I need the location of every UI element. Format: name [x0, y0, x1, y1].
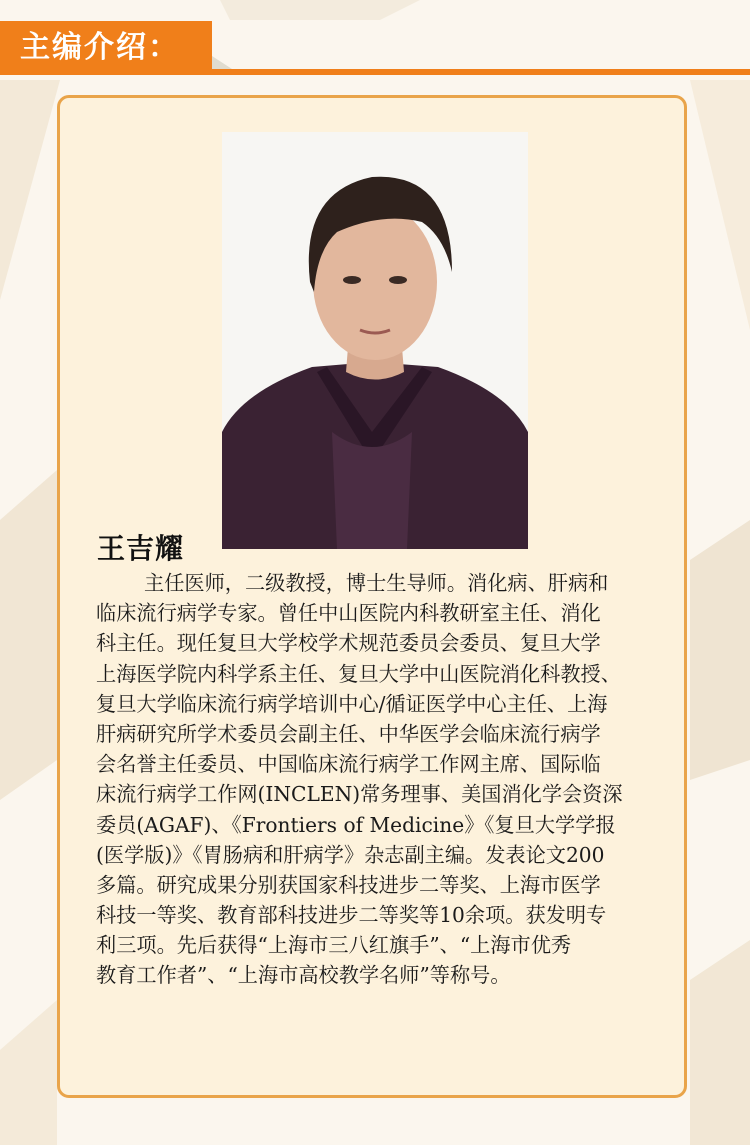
bio-line: 床流行病学工作网(INCLEN)常务理事、美国消化学会资深 [96, 782, 623, 807]
header-rule [212, 69, 750, 75]
bio-line: 科技一等奖、教育部科技进步二等奖等10余项。获发明专 [96, 903, 607, 928]
portrait-icon [222, 132, 528, 549]
bio-line: 复旦大学临床流行病学培训中心/循证医学中心主任、上海 [96, 691, 608, 716]
portrait-photo [222, 132, 528, 549]
bio-line: 会名誉主任委员、中国临床流行病学工作网主席、国际临 [96, 752, 601, 777]
bio-line: 主任医师，二级教授，博士生导师。消化病、肝病和 [144, 571, 609, 595]
biography [96, 568, 662, 991]
section-header [0, 21, 212, 75]
bio-line: 教育工作者”、“上海市高校教学名师”等称号。 [96, 963, 511, 988]
bio-line: 肝病研究所学术委员会副主任、中华医学会临床流行病学 [96, 721, 601, 746]
bio-line: 科主任。现任复旦大学校学术规范委员会委员、复旦大学 [96, 631, 601, 656]
bio-line: 利三项。先后获得“上海市三八红旗手”、“上海市优秀 [96, 933, 572, 958]
bio-line: 上海医学院内科学系主任、复旦大学中山医院消化科教授、 [96, 661, 621, 686]
bio-line: 临床流行病学专家。曾任中山医院内科教研室主任、消化 [96, 601, 601, 626]
person-name: 王吉耀 [97, 532, 185, 565]
header-notch [212, 56, 232, 69]
bio-line: 委员(AGAF)、《Frontiers of Medicine》《复旦大学学报 [96, 812, 616, 837]
bio-line: (医学版)》《胃肠病和肝病学》杂志副主编。发表论文200 [96, 842, 605, 867]
section-title: 主编介绍： [20, 30, 180, 65]
bio-line: 多篇。研究成果分别获国家科技进步二等奖、上海市医学 [96, 872, 601, 897]
